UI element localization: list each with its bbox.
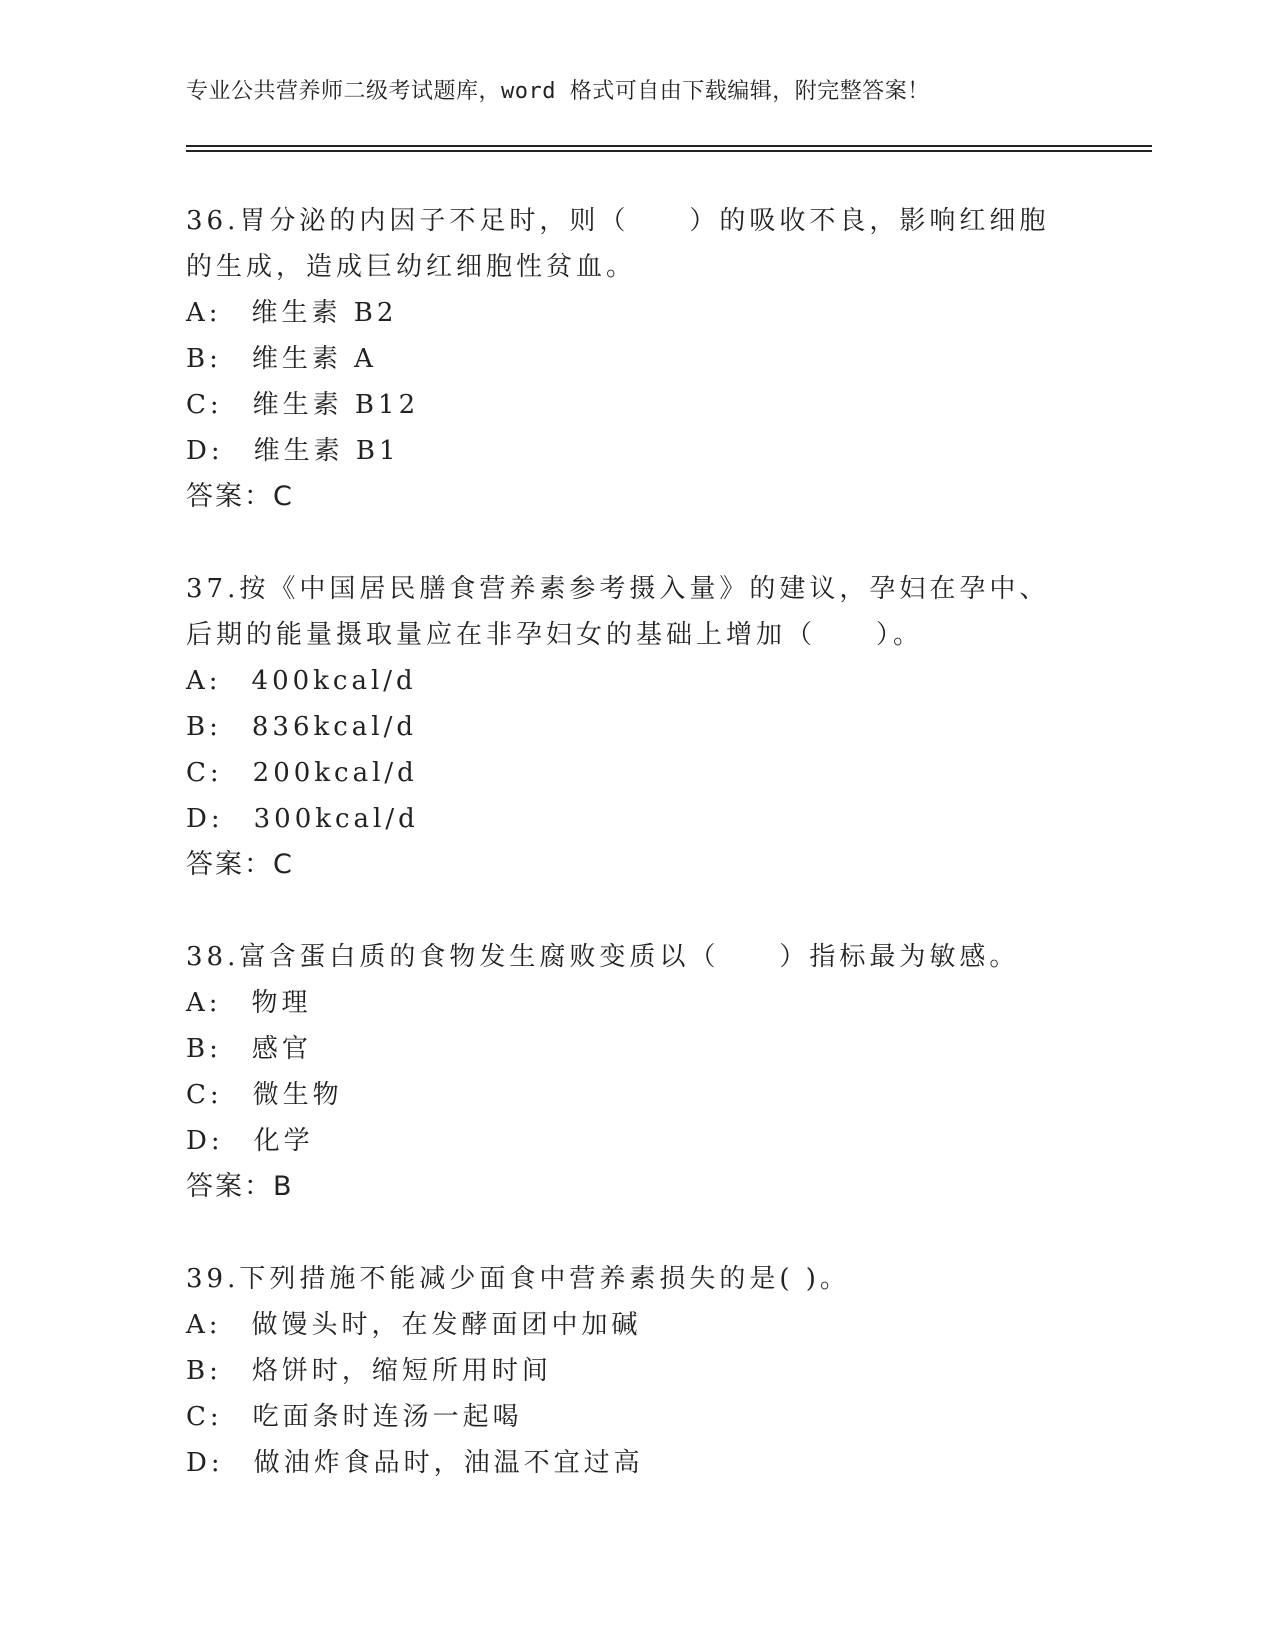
option-c: C: 吃面条时连汤一起喝 [186,1402,523,1432]
option-d: D: 维生素 B1 [186,436,400,466]
option-b: B: 感官 [186,1034,312,1064]
option-b: B: 维生素 A [186,344,377,374]
answer: 答案：C [186,481,294,512]
option-a: A: 物理 [186,988,312,1018]
question-39 [186,1256,1076,1486]
answer: 答案：C [186,849,294,880]
question-text: 37.按《中国居民膳食营养素参考摄入量》的建议，孕妇在孕中、后期的能量摄取量应在非孕妇女的基础上增加（ ）。 [186,574,1050,650]
answer: 答案：B [186,1171,294,1202]
option-c: C: 200kcal/d [186,758,418,788]
page-header: 专业公共营养师二级考试题库，word 格式可自由下载编辑，附完整答案！ [186,79,930,104]
option-d: D: 300kcal/d [186,804,419,834]
option-a: A: 400kcal/d [186,666,417,696]
option-c: C: 维生素 B12 [186,390,420,420]
option-c: C: 微生物 [186,1080,343,1110]
option-d: D: 做油炸食品时，油温不宜过高 [186,1448,644,1478]
option-b: B: 烙饼时，缩短所用时间 [186,1356,552,1386]
option-d: D: 化学 [186,1126,314,1156]
option-a: A: 做馒头时，在发酵面团中加碱 [186,1310,642,1340]
question-37 [186,566,1076,888]
question-text: 39.下列措施不能减少面食中营养素损失的是( )。 [186,1264,850,1294]
option-a: A: 维生素 B2 [186,298,398,328]
question-text: 36.胃分泌的内因子不足时，则（ ）的吸收不良，影响红细胞的生成，造成巨幼红细胞性贫血。 [186,206,1050,282]
question-38 [186,934,1076,1210]
question-list [186,198,1076,1532]
option-b: B: 836kcal/d [186,712,418,742]
header-rule-top [186,145,1152,147]
question-36 [186,198,1076,520]
header-rule-bottom [186,150,1152,152]
question-text: 38.富含蛋白质的食物发生腐败变质以（ ）指标最为敏感。 [186,942,1020,972]
